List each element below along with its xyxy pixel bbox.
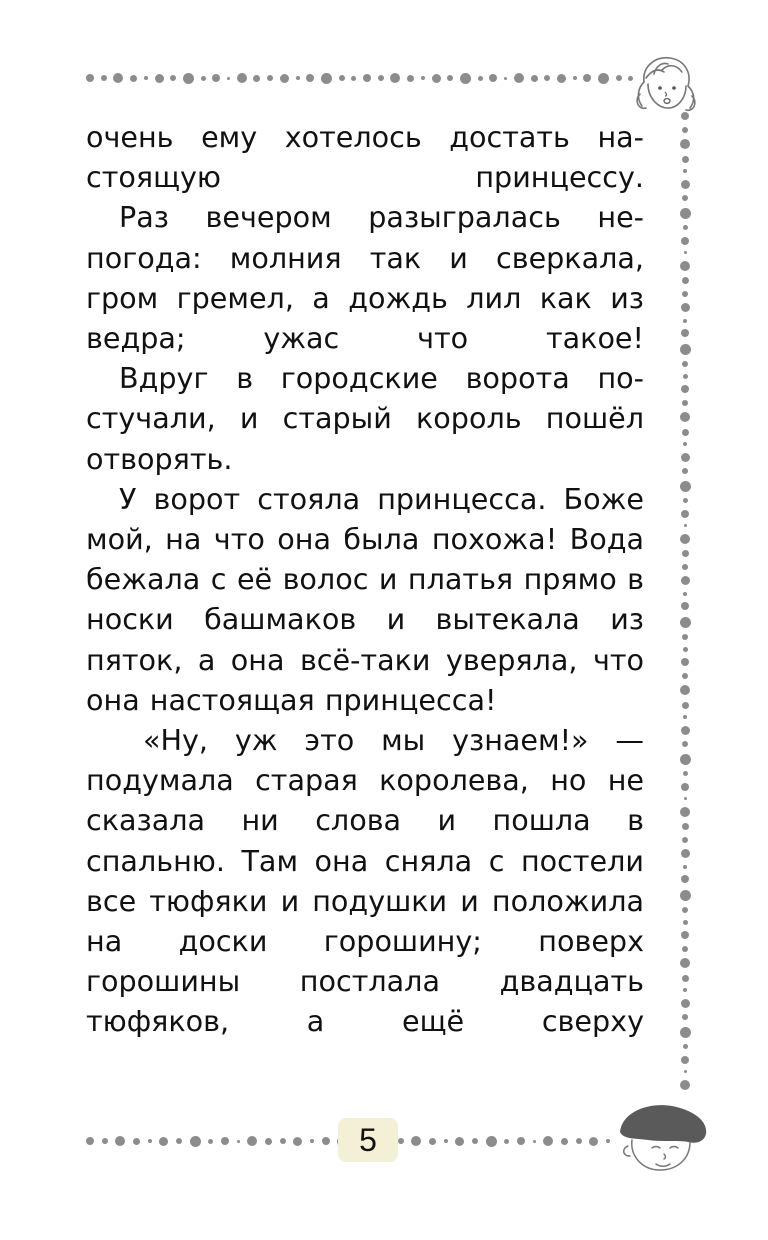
border-dot — [411, 1136, 421, 1146]
border-dot — [681, 1056, 689, 1064]
border-dot — [190, 1136, 201, 1147]
border-dot — [543, 1136, 553, 1146]
border-dot — [576, 1138, 582, 1144]
border-dot — [486, 1136, 497, 1147]
border-dot — [616, 75, 622, 81]
border-dot — [681, 999, 690, 1008]
border-dot — [682, 127, 688, 133]
border-dot — [133, 1138, 140, 1145]
border-dot — [682, 400, 688, 406]
border-dot — [682, 361, 688, 367]
border-dot — [421, 76, 425, 80]
border-dot — [682, 673, 688, 679]
border-dot — [183, 73, 194, 84]
border-dot — [444, 1139, 448, 1143]
page-number: 5 — [338, 1118, 398, 1162]
border-dot — [363, 74, 371, 82]
border-dot — [682, 946, 688, 952]
border-dot — [681, 602, 689, 610]
border-dot — [681, 658, 689, 666]
border-dot — [533, 1140, 536, 1143]
border-dot — [455, 1137, 464, 1146]
border-dot — [680, 958, 690, 968]
border-dot — [683, 715, 687, 719]
paragraph-3: Вдруг в городские ворота постучали, и старый король пошёл отворять. — [86, 361, 644, 476]
paragraph-4: У ворот стояла принцесса. Боже мой, на что она была похожа! Вода бежала с её волос и платья прямо в носки башмаков и вытекала из пяток, а она всё-таки уверяла, что она настоящая принцесса! — [86, 481, 644, 717]
border-dot — [682, 277, 689, 284]
border-dot — [683, 225, 688, 230]
border-dot — [113, 73, 123, 83]
border-dot — [680, 1027, 691, 1038]
border-dot — [280, 1138, 286, 1144]
boy-face-icon — [612, 1098, 712, 1180]
border-dot — [429, 1138, 436, 1145]
border-dot — [378, 75, 384, 81]
border-dot — [504, 1139, 509, 1144]
border-dot — [684, 524, 687, 527]
border-dot — [280, 74, 289, 83]
border-dot — [680, 685, 690, 695]
border-dot — [680, 412, 690, 422]
border-dot — [683, 647, 688, 652]
border-dot — [680, 481, 691, 492]
border-dot — [86, 1137, 94, 1145]
border-dot — [293, 1137, 302, 1146]
border-dot — [201, 76, 206, 81]
border-dot — [606, 1139, 610, 1143]
border-dot — [351, 76, 356, 81]
border-dot — [683, 1044, 688, 1049]
border-dot — [682, 975, 689, 982]
border-dot — [684, 251, 687, 254]
border-dot — [683, 920, 688, 925]
border-dot — [557, 74, 566, 83]
border-dot — [170, 75, 176, 81]
border-dot — [221, 1137, 229, 1145]
border-dot — [472, 1138, 478, 1144]
girl-face-icon — [632, 48, 698, 118]
border-dot — [680, 139, 690, 149]
border-dot — [683, 865, 687, 869]
border-dot — [432, 74, 441, 83]
border-dot — [306, 74, 314, 82]
border-dot — [682, 550, 689, 557]
border-dot — [517, 1137, 525, 1145]
border-dot — [682, 564, 688, 570]
border-dot — [144, 76, 148, 80]
border-dot — [212, 74, 220, 82]
border-dot — [682, 907, 688, 913]
border-dot — [447, 75, 453, 81]
border-dot — [573, 76, 577, 80]
border-dot — [598, 73, 609, 84]
top-dotted-border — [86, 70, 634, 86]
border-dot — [682, 1014, 688, 1020]
border-dot — [583, 74, 591, 82]
border-dot — [680, 1080, 690, 1090]
border-dot — [561, 1138, 568, 1145]
border-dot — [253, 75, 260, 82]
border-dot — [681, 329, 689, 337]
border-dot — [682, 634, 688, 640]
border-dot — [86, 74, 94, 82]
border-dot — [684, 797, 687, 800]
border-dot — [130, 75, 137, 82]
border-dot — [683, 988, 687, 992]
border-dot — [478, 76, 483, 81]
border-dot — [680, 208, 691, 219]
border-dot — [680, 344, 691, 355]
border-dot — [398, 1138, 404, 1144]
border-dot — [683, 169, 687, 173]
border-dot — [489, 74, 497, 82]
border-dot — [681, 726, 690, 735]
border-dot — [684, 1070, 687, 1073]
border-dot — [681, 931, 689, 939]
border-dot — [681, 875, 689, 883]
border-dot — [683, 592, 687, 596]
border-dot — [681, 576, 690, 585]
border-dot — [237, 1140, 240, 1143]
border-dot — [159, 1137, 168, 1146]
border-dot — [682, 702, 689, 709]
border-dot — [682, 195, 688, 201]
border-dot — [322, 1137, 330, 1145]
border-dot — [504, 77, 507, 80]
border-dot — [544, 75, 550, 81]
border-dot — [683, 771, 688, 776]
border-dot — [680, 807, 690, 817]
border-dot — [681, 385, 689, 393]
border-dot — [681, 453, 690, 462]
paragraph-1: очень ему хотелось достать настоящую принцессу. — [86, 120, 644, 195]
border-dot — [680, 617, 691, 628]
border-dot — [227, 77, 230, 80]
border-dot — [680, 261, 690, 271]
border-dot — [683, 442, 687, 446]
paragraph-5: «Ну, уж это мы узнаем!» — подумала старая королева, но не сказала ни слова и пошла в спальню. Там она сняла с постели все тюфяки и подушки и положила на доски горошину; поверх горошины постлала двадцать тюфяков, а ещё сверху — [86, 723, 644, 1039]
border-dot — [682, 837, 688, 843]
border-dot — [310, 1139, 314, 1143]
border-dot — [237, 73, 247, 83]
border-dot — [681, 180, 690, 189]
border-dot — [680, 890, 691, 901]
border-dot — [681, 510, 689, 518]
border-dot — [208, 1139, 213, 1144]
border-dot — [460, 73, 471, 84]
border-dot — [514, 73, 524, 83]
border-dot — [390, 73, 400, 83]
border-dot — [682, 823, 689, 830]
border-dot — [682, 429, 689, 436]
border-dot — [148, 1139, 152, 1143]
border-dot — [267, 75, 273, 81]
border-dot — [683, 498, 688, 503]
border-dot — [155, 74, 164, 83]
border-dot — [339, 75, 345, 81]
border-dot — [682, 291, 688, 297]
border-dot — [531, 75, 538, 82]
right-dotted-border — [676, 112, 694, 1090]
border-dot — [407, 75, 414, 82]
border-dot — [101, 75, 107, 81]
border-dot — [115, 1136, 125, 1146]
border-dot — [681, 783, 689, 791]
border-dot — [321, 73, 332, 84]
border-dot — [681, 849, 690, 858]
border-dot — [682, 741, 688, 747]
border-dot — [265, 1138, 272, 1145]
border-dot — [681, 237, 689, 245]
border-dot — [682, 156, 689, 163]
border-dot — [682, 468, 688, 474]
border-dot — [680, 534, 690, 544]
story-text — [86, 117, 644, 1042]
border-dot — [296, 76, 300, 80]
border-dot — [589, 1137, 598, 1146]
border-dot — [680, 754, 691, 765]
paragraph-2: Раз вечером разыгралась непогода: молния так и сверкала, гром гремел, а дождь лил как из ведра; ужас что такое! — [86, 200, 644, 356]
border-dot — [176, 1138, 182, 1144]
border-dot — [247, 1136, 257, 1146]
border-dot — [683, 374, 688, 379]
border-dot — [681, 303, 690, 312]
border-dot — [683, 319, 687, 323]
border-dot — [102, 1138, 108, 1144]
